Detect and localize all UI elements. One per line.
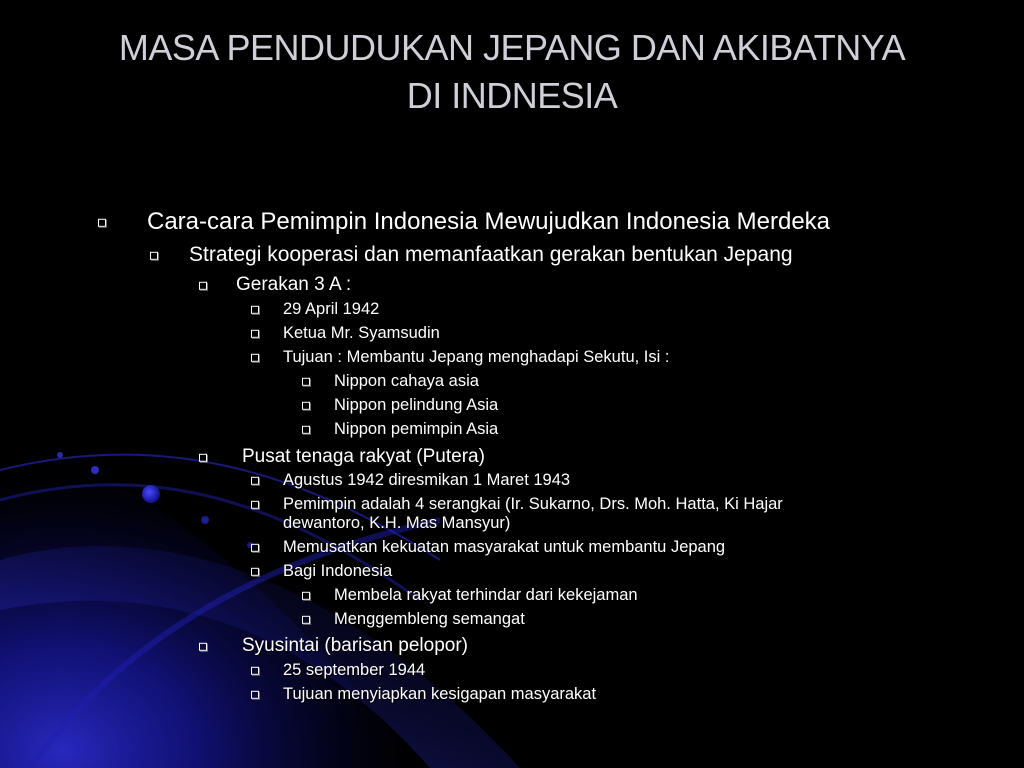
hollow-square-bullet-icon xyxy=(251,568,259,576)
slide-title-line-1: MASA PENDUDUKAN JEPANG DAN AKIBATNYA xyxy=(118,27,906,68)
bullet-text: Membela rakyat terhindar dari kekejaman xyxy=(334,586,638,604)
hollow-square-bullet-icon xyxy=(302,378,310,386)
bullet-text: Tujuan : Membantu Jepang menghadapi Sekutu, Isi : xyxy=(283,348,670,366)
hollow-square-bullet-icon xyxy=(199,454,207,462)
hollow-square-bullet-icon xyxy=(251,544,259,552)
bullet-text: Bagi Indonesia xyxy=(283,562,393,580)
bullet-text: Cara-cara Pemimpin Indonesia Mewujudkan Indonesia Merdeka xyxy=(147,208,831,235)
hollow-square-bullet-icon xyxy=(98,219,106,227)
bullet-text: Nippon pemimpin Asia xyxy=(334,420,499,438)
hollow-square-bullet-icon xyxy=(251,330,259,338)
hollow-square-bullet-icon xyxy=(251,667,259,675)
bullet-text: Ketua Mr. Syamsudin xyxy=(283,324,440,342)
bullet-text: Pemimpin adalah 4 serangkai (Ir. Sukarno, Drs. Moh. Hatta, Ki Hajar xyxy=(283,495,783,513)
hollow-square-bullet-icon xyxy=(251,354,259,362)
bullet-text: Agustus 1942 diresmikan 1 Maret 1943 xyxy=(283,471,571,489)
hollow-square-bullet-icon xyxy=(251,501,259,509)
bullet-text: Menggembleng semangat xyxy=(334,610,525,628)
bullet-text-continuation: dewantoro, K.H. Mas Mansyur) xyxy=(283,514,511,532)
bullet-text: 29 April 1942 xyxy=(283,300,380,318)
bullet-text: Memusatkan kekuatan masyarakat untuk membantu Jepang xyxy=(283,538,726,556)
hollow-square-bullet-icon xyxy=(251,691,259,699)
hollow-square-bullet-icon xyxy=(199,282,207,290)
bullet-text: Gerakan 3 A : xyxy=(236,274,352,295)
bullet-text: Nippon pelindung Asia xyxy=(334,396,499,414)
hollow-square-bullet-icon xyxy=(251,477,259,485)
bullet-text: Nippon cahaya asia xyxy=(334,372,479,390)
hollow-square-bullet-icon xyxy=(302,616,310,624)
hollow-square-bullet-icon xyxy=(199,643,207,651)
hollow-square-bullet-icon xyxy=(302,592,310,600)
hollow-square-bullet-icon xyxy=(302,402,310,410)
hollow-square-bullet-icon xyxy=(302,426,310,434)
bullet-text: Pusat tenaga rakyat (Putera) xyxy=(242,446,485,467)
bullet-text: Syusintai (barisan pelopor) xyxy=(242,635,469,656)
hollow-square-bullet-icon xyxy=(251,306,259,314)
slide-title-line-2: DI INDNESIA xyxy=(406,75,618,116)
bullet-text: Tujuan menyiapkan kesigapan masyarakat xyxy=(283,685,597,703)
bullet-text: 25 september 1944 xyxy=(283,661,426,679)
bullet-text: Strategi kooperasi dan memanfaatkan gerakan bentukan Jepang xyxy=(189,243,793,266)
hollow-square-bullet-icon xyxy=(150,252,158,260)
